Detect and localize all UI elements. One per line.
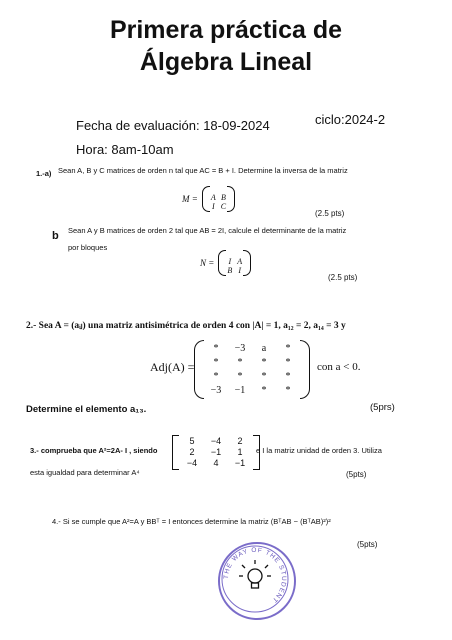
matrix-cell: C	[220, 202, 227, 211]
q1b-points: (2.5 pts)	[328, 273, 358, 282]
matrix-cell: *	[237, 357, 243, 368]
matrix-cell: *	[213, 343, 219, 354]
matrix-cell: *	[261, 371, 267, 382]
matrix-cell: *	[285, 371, 291, 382]
matrix-cell: *	[237, 371, 243, 382]
q1a-matrix-block	[182, 186, 235, 212]
matrix-cell: *	[213, 357, 219, 368]
matrix-cell: *	[213, 371, 219, 382]
matrix-cell: I	[211, 202, 215, 211]
matrix-cell: *	[285, 357, 291, 368]
matrix-cell: *	[261, 357, 267, 368]
q3-points: (5pts)	[346, 470, 367, 479]
evaluation-date: Fecha de evaluación: 18-09-2024	[76, 118, 270, 133]
q1a-matrix-name: M =	[182, 194, 198, 204]
matrix-cell: A	[210, 193, 216, 202]
matrix-cell: 1	[237, 447, 243, 457]
student-stamp	[218, 542, 296, 620]
matrix-n	[218, 250, 251, 276]
q1b-matrix-block	[200, 250, 251, 276]
matrix-cell: −1	[210, 447, 222, 457]
matrix-cell: −4	[210, 436, 222, 446]
q1b-matrix-name: N =	[200, 258, 215, 268]
q2-points: (5prs)	[370, 402, 395, 413]
page-title-line1: Primera práctica de	[109, 16, 343, 44]
q2-statement: 2.- Sea A = (aᵢⱼ) una matriz antisimétrica de orden 4 con |A| = 1, a₁₂ = 2, a₁₄ = 3 y	[26, 321, 346, 331]
adjoint-matrix	[194, 340, 310, 399]
q1a-text: Sean A, B y C matrices de orden n tal que AC = B + I. Determine la inversa de la matriz	[58, 166, 348, 175]
q1b-marker: b	[52, 230, 59, 242]
matrix-cell: −3	[234, 343, 246, 354]
matrix-cell: *	[285, 385, 291, 396]
matrix-cell: −3	[210, 385, 222, 396]
q3-tail: e I la matriz unidad de orden 3. Utiliza	[256, 446, 382, 455]
matrix-cell: −4	[186, 458, 198, 468]
matrix-cell: I	[228, 257, 232, 266]
matrix-cell: B	[227, 266, 233, 275]
q3-line2: esta igualdad para determinar A⁴	[30, 468, 140, 477]
matrix-cell: A	[237, 257, 243, 266]
matrix-cell: 5	[189, 436, 195, 446]
q4-points: (5pts)	[357, 540, 378, 549]
q4-text: 4.- Si se cumple que A²=A y BBᵀ = I entonces determine la matriz (BᵀAB − (BᵀAB)²)²	[52, 517, 331, 526]
matrix-cell: B	[220, 193, 226, 202]
time-label: Hora: 8am-10am	[76, 142, 174, 157]
q1a-points: (2.5 pts)	[315, 209, 345, 218]
q1b-text-line1: Sean A y B matrices de orden 2 tal que AB = 2I, calcule el determinante de la matriz	[68, 226, 347, 235]
matrix-cell: *	[285, 343, 291, 354]
q1a-marker: 1.-a)	[36, 169, 52, 178]
q3-lead: 3.- comprueba que A²=2A- I , siendo	[30, 446, 158, 455]
matrix-cell: 2	[189, 447, 195, 457]
q3-matrix	[172, 435, 260, 470]
page-title-line2: Álgebra Lineal	[139, 48, 313, 76]
lightbulb-icon	[239, 560, 271, 588]
matrix-m	[202, 186, 235, 212]
matrix-cell: −1	[234, 385, 246, 396]
matrix-cell: a	[261, 343, 267, 354]
cycle-label: ciclo:2024-2	[315, 112, 386, 127]
matrix-cell: *	[261, 385, 267, 396]
matrix-cell: 4	[213, 458, 219, 468]
matrix-cell: I	[238, 266, 241, 275]
matrix-cell: −1	[234, 458, 246, 468]
q2-condition: con a < 0.	[317, 361, 361, 373]
q2-determine: Determine el elemento a₁₃.	[26, 404, 147, 415]
stamp-text: THE WAY OF THE STUDENT	[222, 546, 288, 605]
q1b-text-line2: por bloques	[68, 243, 108, 252]
q2-adj-label: Adj(A) =	[150, 360, 195, 374]
matrix-cell: 2	[237, 436, 243, 446]
